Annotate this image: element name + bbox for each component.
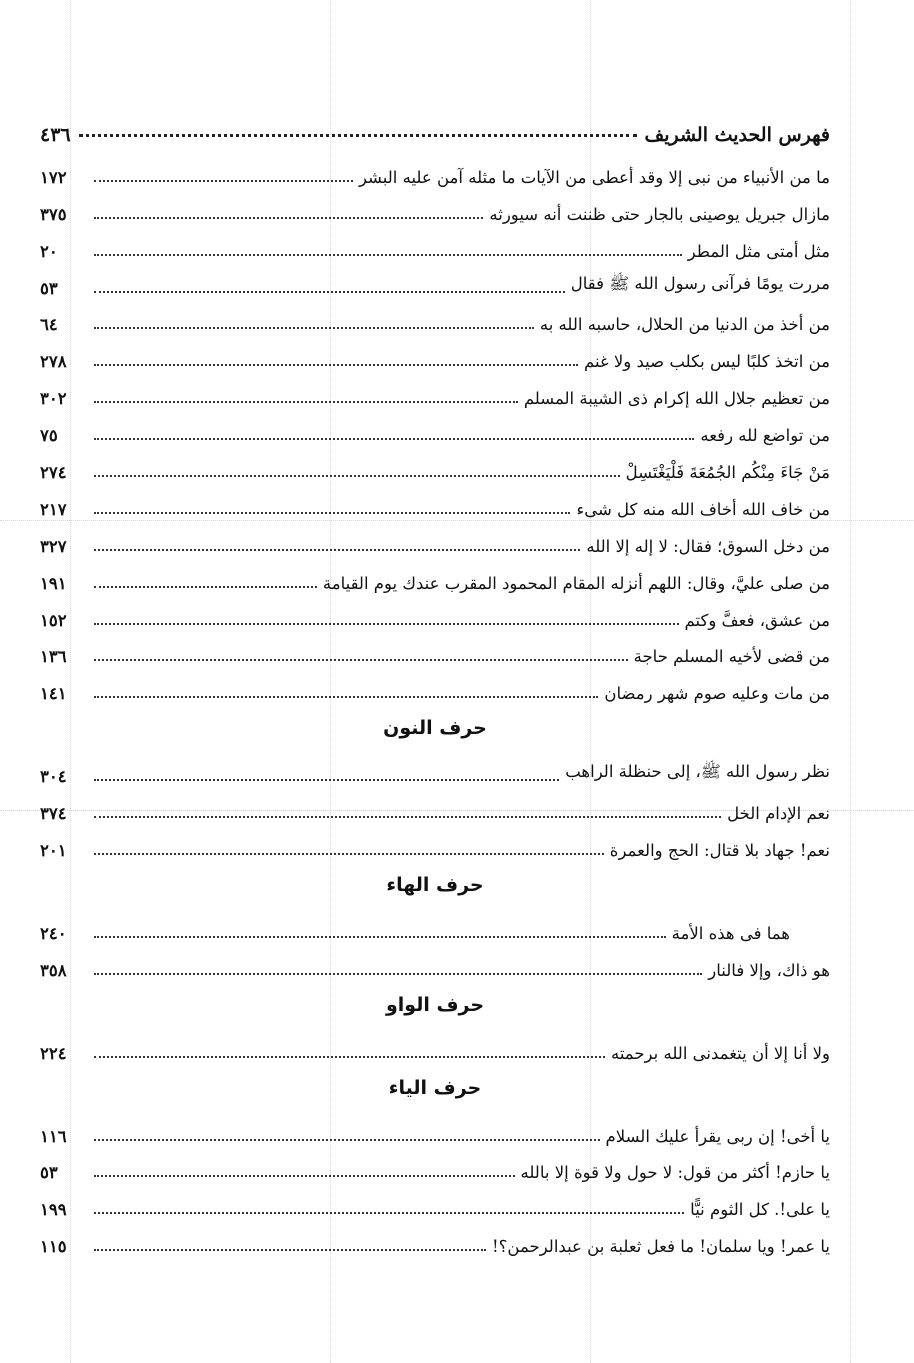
page-ref: ٢٤٠ (40, 923, 67, 943)
dot-leader (94, 853, 604, 855)
index-entry (40, 447, 830, 484)
section-heading-yaa (40, 1065, 830, 1111)
section-title: حرف النون (383, 717, 487, 740)
index-entry (40, 908, 830, 945)
page-ref: ٢٢٤ (40, 1043, 67, 1063)
page-ref: ١٧٢ (40, 167, 67, 187)
index-entry (40, 1028, 830, 1065)
page-ref: ٣٠٤ (40, 767, 67, 787)
section-title: حرف الهاء (386, 874, 484, 897)
dot-leader (94, 549, 580, 551)
dot-leader (94, 1056, 605, 1058)
page-ref: ٢٧٨ (40, 352, 67, 372)
page-ref: ٦٤ (40, 315, 58, 335)
dot-leader (94, 1212, 684, 1214)
hadith-text: من قضى لأخيه المسلم حاجة (633, 647, 830, 667)
hadith-text: يا عمر! ويا سلمان! ما فعل ثعلبة بن عبدالرحمن؟! (492, 1237, 830, 1257)
hadith-text: نعم الإدام الخل (727, 804, 830, 824)
hadith-text: من تعظيم جلال الله إكرام ذى الشيبة المسلم (523, 389, 830, 409)
section-heading-waw (40, 982, 830, 1028)
dot-leader (94, 1175, 515, 1177)
page-ref: ١٣٦ (40, 647, 67, 667)
dot-leader (94, 327, 534, 329)
page-ref: ١٤١ (40, 684, 67, 704)
index-entry (40, 152, 830, 189)
hadith-text: مررت يومًا فرآنى رسول الله ﷺ فقال (570, 273, 830, 293)
entry-list (40, 152, 830, 705)
page-ref: ٣٧٥ (40, 204, 67, 224)
scan-gridline (850, 0, 851, 1363)
hadith-text: من أخذ من الدنيا من الحلال، حاسبه الله به (539, 315, 830, 335)
dot-leader (94, 696, 598, 698)
dot-leader (94, 254, 682, 256)
index-entry (40, 373, 830, 410)
hadith-text: مازال جبريل يوصينى بالجار حتى ظننت أنه سيورثه (489, 204, 830, 224)
dot-leader (94, 659, 628, 661)
index-entry (40, 825, 830, 862)
page-ref: ٣٧٤ (40, 804, 67, 824)
page-ref: ١١٥ (40, 1237, 67, 1257)
dot-leader (94, 779, 559, 781)
index-entry (40, 632, 830, 669)
hadith-text: نظر رسول الله ﷺ، إلى حنظلة الراهب (565, 762, 830, 782)
page-ref: ٢٧٤ (40, 463, 67, 483)
dot-leader (94, 1139, 600, 1141)
hadith-text: ولا أنا إلا أن يتغمدنى الله برحمته (610, 1043, 830, 1063)
index-entry (40, 226, 830, 263)
hadith-text: يا أخى! إن ربى يقرأ عليك السلام (605, 1126, 830, 1146)
dot-leader (94, 438, 694, 440)
page-ref: ٣٢٧ (40, 536, 67, 556)
hadith-text: من مات وعليه صوم شهر رمضان (604, 684, 830, 704)
dot-leader (94, 586, 317, 588)
header-leader (79, 134, 637, 137)
index-entry (40, 1148, 830, 1185)
section-title: حرف الياء (388, 1076, 482, 1099)
hadith-text: من دخل السوق؛ فقال: لا إله إلا الله (586, 536, 830, 556)
page-header (40, 118, 830, 152)
index-entry (40, 788, 830, 825)
index-entry (40, 668, 830, 705)
dot-leader (94, 217, 483, 219)
hadith-text: مَنْ جَاءَ مِنْكُم الجُمُعَةَ فَلْيَغْتَسِلْ (625, 463, 830, 483)
dot-leader (94, 475, 620, 477)
section-title: حرف الواو (385, 993, 485, 1016)
index-entry (40, 1221, 830, 1258)
index-entry (40, 521, 830, 558)
dot-leader (94, 512, 570, 514)
hadith-text: نعم! جهاد بلا قتال: الحج والعمرة (609, 841, 830, 861)
hadith-text: من صلى عليَّ، وقال: اللهم أنزله المقام المحمود المقرب عندك يوم القيامة (322, 573, 830, 593)
hadith-text: يا على!. كل الثوم نيًّا (690, 1200, 830, 1220)
page-ref: ٢٠ (40, 241, 58, 261)
index-entry (40, 1184, 830, 1221)
page-ref: ٥٣ (40, 278, 58, 298)
running-title: فهرس الحديث الشريف (644, 124, 830, 146)
index-entry (40, 300, 830, 337)
hadith-text: يا حازم! أكثر من قول: لا حول ولا قوة إلا بالله (520, 1163, 830, 1183)
hadith-text: من اتخذ كلبًا ليس بكلب صيد ولا غنم (584, 352, 830, 372)
hadith-text: ما من الأنبياء من نبى إلا وقد أعطى من الآيات ما مثله آمن عليه البشر (358, 167, 830, 187)
page-ref: ٥٣ (40, 1163, 58, 1183)
index-entry (40, 595, 830, 632)
dot-leader (94, 401, 518, 403)
hadith-text: هو ذاك، وإلا فالنار (708, 960, 830, 980)
dot-leader (94, 364, 578, 366)
index-entry (40, 189, 830, 226)
section-heading-haa (40, 862, 830, 908)
dot-leader (94, 291, 565, 293)
index-page (40, 118, 830, 1258)
hadith-text: من تواضع لله رفعه (700, 426, 830, 446)
dot-leader (94, 1249, 486, 1251)
page-ref: ٣٥٨ (40, 960, 67, 980)
index-entry (40, 484, 830, 521)
dot-leader (94, 973, 702, 975)
index-entry (40, 945, 830, 982)
page-ref: ٢٠١ (40, 841, 67, 861)
section-heading-noon (40, 705, 830, 751)
dot-leader (94, 623, 679, 625)
index-entry (40, 410, 830, 447)
page-ref: ١٩١ (40, 573, 67, 593)
index-entry (40, 751, 830, 788)
dot-leader (94, 180, 353, 182)
dot-leader (94, 936, 666, 938)
hadith-text: من خاف الله أخاف الله منه كل شىء (576, 499, 830, 519)
page-ref: ٢١٧ (40, 499, 67, 519)
index-entry (40, 1111, 830, 1148)
index-entry (40, 558, 830, 595)
page-number: ٤٣٦ (40, 124, 71, 146)
page-ref: ٧٥ (40, 426, 58, 446)
page-ref: ١٥٢ (40, 610, 67, 630)
hadith-text: هما فى هذه الأمة (671, 923, 790, 943)
index-entry (40, 336, 830, 373)
page-ref: ١١٦ (40, 1126, 67, 1146)
index-entry (40, 263, 830, 300)
dot-leader (94, 816, 721, 818)
hadith-text: مثل أمتى مثل المطر (687, 241, 830, 261)
page-ref: ٣٠٢ (40, 389, 67, 409)
page-ref: ١٩٩ (40, 1200, 67, 1220)
hadith-text: من عشق، فعفَّ وكتم (684, 610, 830, 630)
